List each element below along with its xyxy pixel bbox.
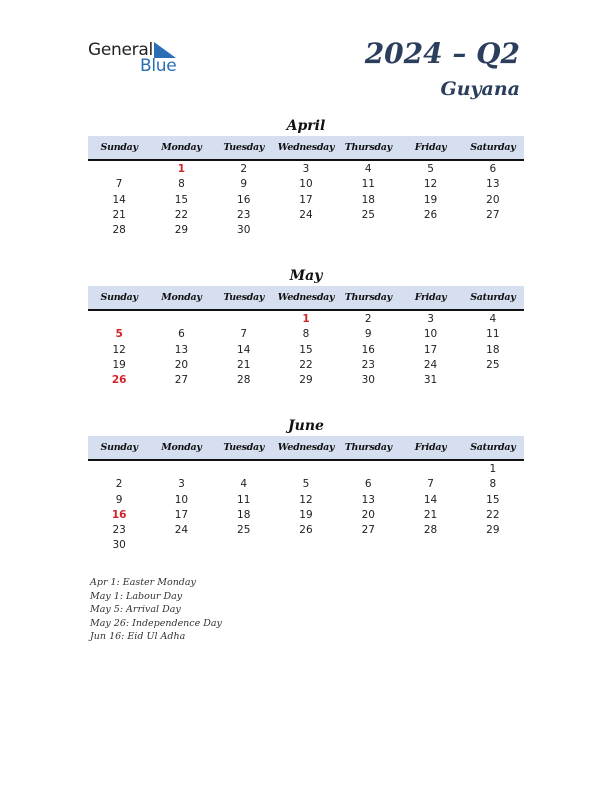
- weekday-label: Friday: [414, 142, 447, 153]
- day-cell: [275, 462, 337, 477]
- month-name: June: [288, 418, 324, 434]
- day-cell: 31: [423, 374, 438, 387]
- day-cell: 16: [111, 508, 127, 521]
- holiday-list: [90, 576, 222, 644]
- week-row: [88, 358, 524, 373]
- day-cell: 6: [364, 478, 372, 491]
- weekday-label: Monday: [161, 292, 202, 303]
- month-name: April: [286, 118, 326, 134]
- day-cell: [275, 223, 337, 238]
- holiday-entry: May 5: Arrival Day: [90, 604, 181, 616]
- day-cell: 26: [111, 374, 127, 387]
- day-cell: [399, 462, 461, 477]
- day-cell: 11: [361, 178, 375, 191]
- day-cell: 5: [427, 163, 434, 175]
- logo-word-general: General: [88, 40, 153, 60]
- day-cell: 11: [237, 493, 251, 506]
- day-cell: 3: [427, 313, 434, 325]
- weekday-header-row: [88, 136, 524, 161]
- weekday-label: Thursday: [344, 442, 392, 453]
- week-row: [88, 208, 524, 223]
- weekday-label: Saturday: [470, 142, 516, 153]
- day-cell: [462, 223, 524, 238]
- day-cell: 2: [240, 163, 248, 175]
- day-cell: 14: [423, 493, 438, 506]
- day-cell: 17: [174, 508, 189, 521]
- day-cell: 29: [174, 224, 189, 237]
- week-row: [88, 312, 524, 327]
- weekday-label: Thursday: [344, 142, 392, 153]
- day-cell: 8: [489, 478, 497, 491]
- day-cell: 7: [240, 328, 248, 341]
- week-row: [88, 493, 524, 508]
- day-cell: 27: [486, 208, 500, 221]
- weekday-label: Wednesday: [277, 292, 335, 303]
- day-cell: 23: [361, 358, 375, 371]
- day-cell: 13: [486, 178, 500, 191]
- day-cell: 1: [489, 463, 497, 475]
- month-name: May: [289, 268, 323, 284]
- day-cell: 15: [174, 193, 189, 206]
- weekday-label: Friday: [414, 442, 447, 453]
- day-cell: 26: [299, 524, 313, 537]
- day-cell: 7: [427, 478, 434, 491]
- day-cell: 20: [361, 508, 375, 521]
- day-cell: [399, 538, 461, 553]
- day-cell: 25: [361, 208, 375, 221]
- day-cell: [462, 538, 524, 553]
- day-cell: [150, 312, 212, 327]
- day-cell: 9: [240, 178, 248, 191]
- week-row: [88, 162, 524, 177]
- weekday-label: Tuesday: [223, 142, 265, 153]
- weekday-label: Saturday: [470, 292, 516, 303]
- week-row: [88, 327, 524, 342]
- weekday-header-row: [88, 436, 524, 461]
- week-row: [88, 523, 524, 538]
- day-cell: 8: [178, 178, 185, 191]
- day-cell: 29: [299, 374, 313, 387]
- day-cell: 27: [361, 524, 375, 537]
- week-row: [88, 373, 524, 388]
- day-cell: 12: [112, 343, 126, 356]
- day-cell: 28: [423, 524, 438, 537]
- week-row: [88, 508, 524, 523]
- holiday-entry: Apr 1: Easter Monday: [90, 577, 196, 588]
- weekday-label: Wednesday: [277, 442, 335, 453]
- day-cell: 4: [364, 163, 372, 175]
- week-row: [88, 538, 524, 553]
- week-row: [88, 223, 524, 238]
- day-cell: [337, 538, 399, 553]
- day-cell: 9: [115, 493, 123, 506]
- day-cell: 28: [112, 224, 126, 237]
- day-cell: 5: [302, 478, 310, 491]
- day-cell: 4: [240, 478, 248, 491]
- day-cell: [88, 162, 150, 177]
- month-block-april: [88, 116, 524, 238]
- day-cell: 18: [486, 343, 500, 356]
- day-cell: 21: [112, 208, 126, 221]
- day-cell: 22: [174, 208, 189, 221]
- day-cell: 30: [112, 539, 126, 552]
- day-cell: 22: [486, 508, 500, 521]
- day-cell: 15: [299, 343, 313, 356]
- day-cell: 11: [486, 328, 500, 341]
- day-cell: 25: [486, 358, 500, 371]
- day-cell: 19: [112, 358, 126, 371]
- week-row: [88, 177, 524, 192]
- week-row: [88, 193, 524, 208]
- weekday-label: Thursday: [344, 292, 392, 303]
- holiday-entry: May 1: Labour Day: [90, 590, 183, 602]
- day-cell: 12: [423, 178, 438, 191]
- day-cell: 24: [299, 208, 313, 221]
- day-cell: 18: [237, 508, 251, 521]
- day-cell: 10: [299, 178, 313, 191]
- day-cell: 4: [489, 313, 497, 325]
- day-cell: 27: [174, 374, 189, 387]
- weekday-label: Monday: [161, 142, 202, 153]
- day-cell: 13: [174, 343, 189, 356]
- day-cell: [213, 312, 275, 327]
- day-cell: 8: [302, 328, 310, 341]
- day-cell: [88, 462, 150, 477]
- weekday-header-row: [88, 286, 524, 311]
- country-name: Guyana: [440, 78, 520, 100]
- weekday-label: Tuesday: [223, 292, 265, 303]
- day-cell: 14: [237, 343, 251, 356]
- day-cell: 10: [174, 493, 189, 506]
- week-row: [88, 462, 524, 477]
- day-cell: 2: [115, 478, 123, 491]
- day-cell: 1: [302, 313, 310, 325]
- day-cell: [150, 538, 212, 553]
- day-cell: 10: [423, 328, 438, 341]
- weekday-label: Saturday: [470, 442, 516, 453]
- day-cell: 17: [423, 343, 438, 356]
- day-cell: 30: [361, 374, 375, 387]
- day-cell: [275, 538, 337, 553]
- day-cell: 20: [174, 358, 189, 371]
- day-cell: [213, 538, 275, 553]
- day-cell: [462, 373, 524, 388]
- day-cell: 26: [423, 208, 438, 221]
- day-cell: 6: [178, 328, 185, 341]
- day-cell: [337, 462, 399, 477]
- day-cell: 9: [364, 328, 372, 341]
- day-cell: 24: [174, 524, 189, 537]
- day-cell: 24: [423, 358, 438, 371]
- day-cell: 13: [361, 493, 375, 506]
- day-cell: 7: [115, 178, 123, 191]
- day-cell: 6: [489, 163, 497, 175]
- day-cell: [88, 312, 150, 327]
- day-cell: 19: [423, 193, 438, 206]
- day-cell: 19: [299, 508, 313, 521]
- day-cell: 16: [361, 343, 375, 356]
- month-block-may: [88, 266, 524, 388]
- day-cell: 12: [299, 493, 313, 506]
- generalblue-logo: [88, 40, 188, 76]
- day-cell: 3: [178, 478, 185, 491]
- day-cell: [399, 223, 461, 238]
- holiday-entry: Jun 16: Eid Ul Adha: [90, 631, 186, 643]
- day-cell: 22: [299, 358, 313, 371]
- day-cell: 5: [115, 328, 123, 341]
- weekday-label: Monday: [161, 442, 202, 453]
- day-cell: [337, 223, 399, 238]
- weekday-label: Sunday: [100, 442, 138, 453]
- day-cell: 23: [112, 524, 126, 537]
- weekday-label: Sunday: [100, 142, 138, 153]
- day-cell: 16: [237, 193, 251, 206]
- day-cell: 21: [237, 358, 251, 371]
- day-cell: 17: [299, 193, 313, 206]
- day-cell: [213, 462, 275, 477]
- day-cell: 15: [486, 493, 500, 506]
- month-block-june: [88, 416, 524, 554]
- day-cell: 29: [486, 524, 500, 537]
- day-cell: 1: [177, 163, 186, 175]
- day-cell: 20: [486, 193, 500, 206]
- day-cell: 2: [364, 313, 372, 325]
- day-cell: 21: [423, 508, 438, 521]
- page-title: 2024 – Q2: [364, 37, 520, 70]
- day-cell: 18: [361, 193, 375, 206]
- day-cell: 14: [112, 193, 126, 206]
- day-cell: 28: [237, 374, 251, 387]
- weekday-label: Tuesday: [223, 442, 265, 453]
- day-cell: 23: [237, 208, 251, 221]
- logo-word-blue: Blue: [140, 56, 177, 76]
- weekday-label: Friday: [414, 292, 447, 303]
- holiday-entry: May 26: Independence Day: [90, 617, 222, 629]
- day-cell: 30: [237, 224, 251, 237]
- week-row: [88, 343, 524, 358]
- day-cell: 25: [237, 524, 251, 537]
- weekday-label: Sunday: [100, 292, 138, 303]
- week-row: [88, 477, 524, 492]
- weekday-label: Wednesday: [277, 142, 335, 153]
- day-cell: [150, 462, 212, 477]
- day-cell: 3: [302, 163, 310, 175]
